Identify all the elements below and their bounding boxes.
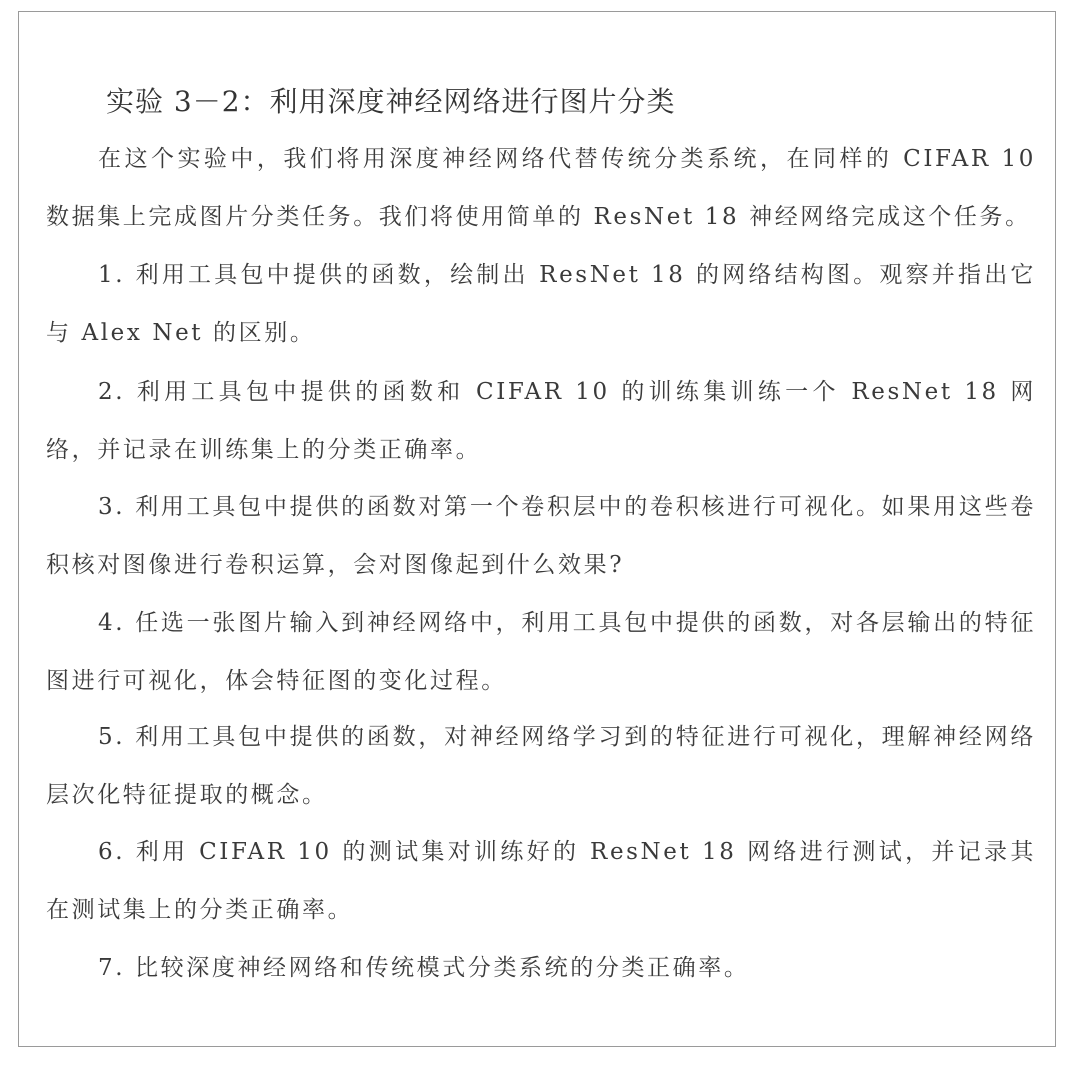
intro-paragraph: 在这个实验中，我们将用深度神经网络代替传统分类系统，在同样的 CIFAR 10 数据集上完成图片分类任务。我们将使用简单的 ResNet 18 神经网络完成这个任务。 [46,146,1036,230]
step-3: 3. 利用工具包中提供的函数对第一个卷积层中的卷积核进行可视化。如果用这些卷积核对图像进行卷积运算，会对图像起到什么效果? [46,494,1036,578]
step-7: 7. 比较深度神经网络和传统模式分类系统的分类正确率。 [98,955,750,981]
step-5: 5. 利用工具包中提供的函数，对神经网络学习到的特征进行可视化，理解神经网络层次化特征提取的概念。 [46,724,1036,808]
step-2: 2. 利用工具包中提供的函数和 CIFAR 10 的训练集训练一个 ResNet 18 网络，并记录在训练集上的分类正确率。 [46,379,1036,463]
step-6: 6. 利用 CIFAR 10 的测试集对训练好的 ResNet 18 网络进行测试，并记录其在测试集上的分类正确率。 [46,839,1036,923]
step-4: 4. 任选一张图片输入到神经网络中，利用工具包中提供的函数，对各层输出的特征图进行可视化，体会特征图的变化过程。 [46,610,1036,694]
step-1: 1. 利用工具包中提供的函数，绘制出 ResNet 18 的网络结构图。观察并指出它与 Alex Net 的区别。 [46,262,1036,346]
experiment-title: 实验 3－2：利用深度神经网络进行图片分类 [106,85,676,118]
